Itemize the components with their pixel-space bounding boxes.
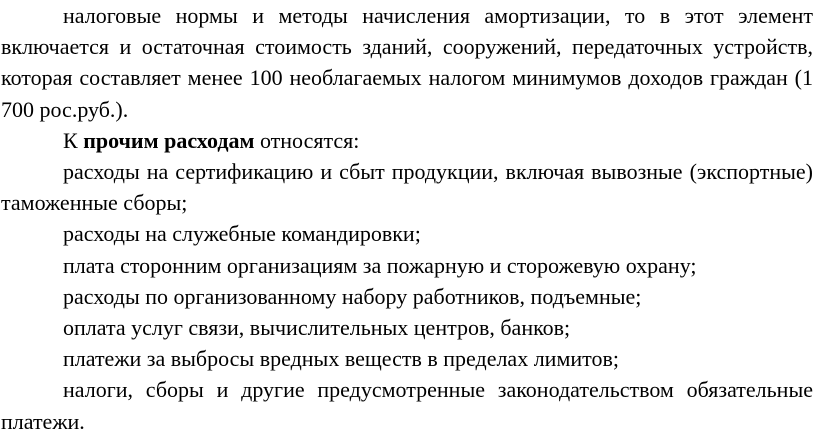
- list-item-certification: расходы на сертификацию и сбыт продукции, включая вывозные (экспортные) таможенные сборы;: [1, 159, 813, 216]
- list-item-communication: оплата услуг связи, вычислительных центров, банков;: [63, 315, 571, 341]
- intro-bold-term: прочим расходам: [83, 127, 255, 153]
- list-item-recruitment: расходы по организованному набору работников, подъемные;: [63, 283, 642, 309]
- intro-prefix: К: [63, 127, 84, 153]
- paragraph-depreciation: налоговые нормы и методы начисления амортизации, то в этот элемент включается и остаточная стоимость зданий, сооружений, передаточных устройств, которая составляет менее 100 необлагаемых налогом минимумов доходов граждан (1 700 рос.руб.).: [1, 3, 813, 122]
- list-item-taxes: налоги, сборы и другие предусмотренные законодательством обязательные платежи.: [1, 377, 813, 434]
- intro-suffix: относятся:: [254, 127, 360, 153]
- document-page: [1, 0, 813, 437]
- paragraph-other-expenses-intro: [1, 125, 813, 156]
- list-item-emissions: платежи за выбросы вредных веществ в пределах лимитов;: [63, 346, 619, 372]
- list-item-business-trips: расходы на служебные командировки;: [63, 221, 421, 247]
- list-item-security-services: плата сторонним организациям за пожарную и сторожевую охрану;: [63, 252, 697, 278]
